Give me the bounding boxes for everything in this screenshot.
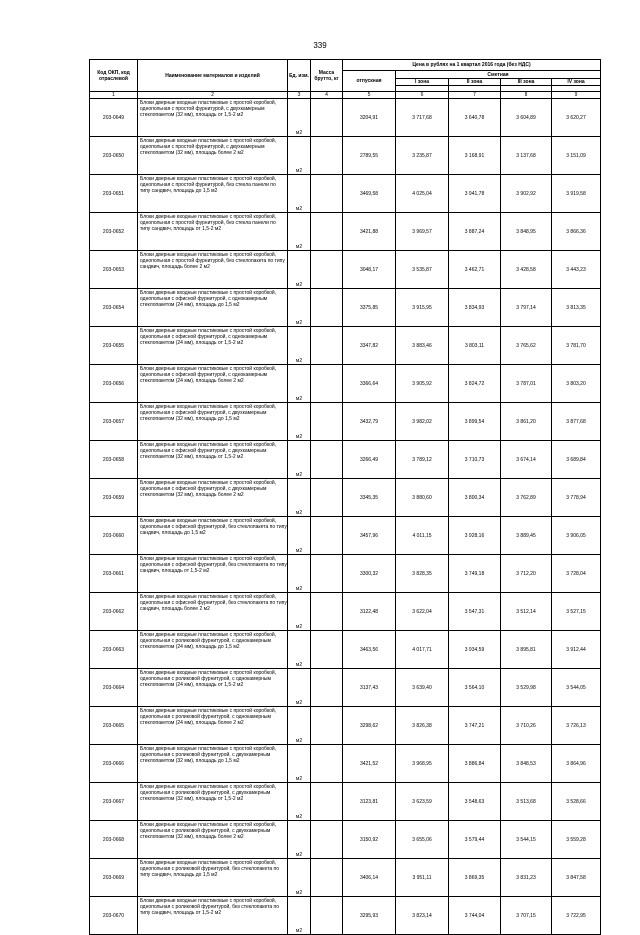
row-mass <box>311 365 343 403</box>
row-zone2-price: 3 934,59 <box>449 631 501 669</box>
row-mass <box>311 707 343 745</box>
header-release: отпускная <box>343 71 396 92</box>
table-body <box>90 99 601 935</box>
row-zone3-price: 3 512,14 <box>501 593 552 631</box>
row-zone4-price: 3 726,13 <box>552 707 601 745</box>
row-name: Блоки дверные входные пластиковые с простой коробкой, однопольная с роликовой фурнитурой, с однокамерным стеклопакетом (24 мм), площадь от 1,5-2 м2 <box>138 669 288 707</box>
row-zone2-price: 3 744,04 <box>449 897 501 935</box>
row-code: 203-0665 <box>90 707 138 745</box>
row-mass <box>311 175 343 213</box>
row-release-price: 3366,64 <box>343 365 396 403</box>
header-zone-4: IV зона <box>552 79 601 86</box>
row-release-price: 3204,91 <box>343 99 396 137</box>
table-row <box>90 441 601 479</box>
row-code: 203-0659 <box>90 479 138 517</box>
col-number: 1 <box>90 92 138 99</box>
row-zone1-price: 3 915,95 <box>396 289 449 327</box>
table-row <box>90 175 601 213</box>
row-zone3-price: 3 137,68 <box>501 137 552 175</box>
col-number: 9 <box>552 92 601 99</box>
col-number: 6 <box>396 92 449 99</box>
row-mass <box>311 821 343 859</box>
row-release-price: 3298,62 <box>343 707 396 745</box>
row-name: Блоки дверные входные пластиковые с простой коробкой, однопольная с офисной фурнитурой, с однокамерным стеклопакетом (24 мм), площадь до 1,5 м2 <box>138 289 288 327</box>
row-code: 203-0656 <box>90 365 138 403</box>
row-zone4-price: 3 151,09 <box>552 137 601 175</box>
row-code: 203-0660 <box>90 517 138 555</box>
row-zone1-price: 3 969,57 <box>396 213 449 251</box>
row-release-price: 3123,81 <box>343 783 396 821</box>
row-mass <box>311 593 343 631</box>
row-unit: м2 <box>288 441 311 479</box>
row-zone2-price: 3 564,10 <box>449 669 501 707</box>
row-zone2-price: 3 548,63 <box>449 783 501 821</box>
row-name: Блоки дверные входные пластиковые с простой коробкой, однопольная с офисной фурнитурой, с однокамерным стеклопакетом (24 мм), площадь от 1,5-2 м2 <box>138 327 288 365</box>
row-unit: м2 <box>288 213 311 251</box>
row-mass <box>311 555 343 593</box>
row-name: Блоки дверные входные пластиковые с простой коробкой, однопольная с простой фурнитурой, с двухкамерным стеклопакетом (32 мм), площадь от 1,5-2 м2 <box>138 99 288 137</box>
row-zone4-price: 3 877,68 <box>552 403 601 441</box>
row-zone3-price: 3 861,20 <box>501 403 552 441</box>
row-unit: м2 <box>288 593 311 631</box>
row-release-price: 3432,79 <box>343 403 396 441</box>
row-release-price: 3150,92 <box>343 821 396 859</box>
row-code: 203-0662 <box>90 593 138 631</box>
table-row <box>90 99 601 137</box>
row-mass <box>311 669 343 707</box>
row-mass <box>311 631 343 669</box>
table-row <box>90 289 601 327</box>
row-zone3-price: 3 889,45 <box>501 517 552 555</box>
row-mass <box>311 783 343 821</box>
table-row <box>90 745 601 783</box>
row-zone2-price: 3 640,78 <box>449 99 501 137</box>
row-zone1-price: 3 951,11 <box>396 859 449 897</box>
row-zone4-price: 3 866,36 <box>552 213 601 251</box>
row-zone4-price: 3 728,04 <box>552 555 601 593</box>
row-code: 203-0658 <box>90 441 138 479</box>
row-mass <box>311 479 343 517</box>
row-unit: м2 <box>288 669 311 707</box>
row-unit: м2 <box>288 365 311 403</box>
row-zone3-price: 3 902,92 <box>501 175 552 213</box>
row-code: 203-0649 <box>90 99 138 137</box>
row-zone1-price: 3 622,04 <box>396 593 449 631</box>
row-release-price: 3375,85 <box>343 289 396 327</box>
row-zone3-price: 3 544,15 <box>501 821 552 859</box>
row-release-price: 3300,32 <box>343 555 396 593</box>
row-name: Блоки дверные входные пластиковые с простой коробкой, однопольная с роликовой фурнитурой, без стеклопакета по типу сандвич, площадь от 1,5-2 м2 <box>138 897 288 935</box>
row-zone3-price: 3 710,26 <box>501 707 552 745</box>
row-zone1-price: 3 623,59 <box>396 783 449 821</box>
table-row <box>90 783 601 821</box>
row-unit: м2 <box>288 707 311 745</box>
row-name: Блоки дверные входные пластиковые с простой коробкой, однопольная с офисной фурнитурой, с двухкамерным стеклопакетом (32 мм), площадь до 1,5 м2 <box>138 403 288 441</box>
row-zone3-price: 3 797,14 <box>501 289 552 327</box>
row-release-price: 3347,82 <box>343 327 396 365</box>
row-mass <box>311 327 343 365</box>
row-zone3-price: 3 831,23 <box>501 859 552 897</box>
row-zone2-price: 3 462,71 <box>449 251 501 289</box>
row-zone2-price: 3 800,34 <box>449 479 501 517</box>
row-code: 203-0652 <box>90 213 138 251</box>
col-number: 8 <box>501 92 552 99</box>
row-zone1-price: 3 823,14 <box>396 897 449 935</box>
row-unit: м2 <box>288 821 311 859</box>
row-mass <box>311 745 343 783</box>
row-code: 203-0670 <box>90 897 138 935</box>
row-zone4-price: 3 689,84 <box>552 441 601 479</box>
row-name: Блоки дверные входные пластиковые с простой коробкой, однопольная с роликовой фурнитурой, с двухкамерным стеклопакетом (32 мм), площадь до 1,5 м2 <box>138 745 288 783</box>
table-row <box>90 669 601 707</box>
header-code: Код ОКП, код отраслевой <box>90 60 138 92</box>
col-number: 3 <box>288 92 311 99</box>
row-zone2-price: 3 803,11 <box>449 327 501 365</box>
table-row <box>90 251 601 289</box>
row-name: Блоки дверные входные пластиковые с простой коробкой, однопольная с простой фурнитурой, без стекла панели по типу сандвич, площадь от 1,5-2 м2 <box>138 213 288 251</box>
row-zone3-price: 3 765,62 <box>501 327 552 365</box>
col-number: 2 <box>138 92 288 99</box>
row-zone3-price: 3 707,15 <box>501 897 552 935</box>
row-name: Блоки дверные входные пластиковые с простой коробкой, однопольная с простой фурнитурой, без стекла панели по типу сандвич, площадь до 1,5 м2 <box>138 175 288 213</box>
row-code: 203-0663 <box>90 631 138 669</box>
row-mass <box>311 289 343 327</box>
row-release-price: 3295,93 <box>343 897 396 935</box>
row-zone3-price: 3 604,89 <box>501 99 552 137</box>
table-row <box>90 327 601 365</box>
row-name: Блоки дверные входные пластиковые с простой коробкой, однопольная с роликовой фурнитурой, без стеклопакета по типу сандвич, площадь до 1,5 м2 <box>138 859 288 897</box>
row-zone1-price: 3 535,87 <box>396 251 449 289</box>
row-unit: м2 <box>288 859 311 897</box>
row-zone3-price: 3 674,14 <box>501 441 552 479</box>
row-zone2-price: 3 887,24 <box>449 213 501 251</box>
row-zone1-price: 4 011,15 <box>396 517 449 555</box>
header-name: Наименование материалов и изделий <box>138 60 288 92</box>
row-zone4-price: 3 527,15 <box>552 593 601 631</box>
row-name: Блоки дверные входные пластиковые с простой коробкой, однопольная с простой фурнитурой, с двухкамерным стеклопакетом (32 мм), площадь более 2 м2 <box>138 137 288 175</box>
row-unit: м2 <box>288 327 311 365</box>
row-release-price: 3406,14 <box>343 859 396 897</box>
row-unit: м2 <box>288 517 311 555</box>
header-unit: Ед. изм. <box>288 60 311 92</box>
row-unit: м2 <box>288 251 311 289</box>
col-number: 7 <box>449 92 501 99</box>
row-unit: м2 <box>288 403 311 441</box>
row-name: Блоки дверные входные пластиковые с простой коробкой, однопольная с роликовой фурнитурой, с двухкамерным стеклопакетом (32 мм), площадь от 1,5-2 м2 <box>138 783 288 821</box>
row-code: 203-0655 <box>90 327 138 365</box>
table-row <box>90 707 601 745</box>
row-zone3-price: 3 848,95 <box>501 213 552 251</box>
row-mass <box>311 859 343 897</box>
row-code: 203-0666 <box>90 745 138 783</box>
table-row <box>90 555 601 593</box>
row-code: 203-0667 <box>90 783 138 821</box>
row-zone1-price: 3 235,87 <box>396 137 449 175</box>
header-mass: Масса брутто, кг <box>311 60 343 92</box>
row-zone1-price: 4 017,71 <box>396 631 449 669</box>
table-row <box>90 137 601 175</box>
row-zone1-price: 3 717,68 <box>396 99 449 137</box>
row-zone4-price: 3 912,44 <box>552 631 601 669</box>
row-zone1-price: 3 789,12 <box>396 441 449 479</box>
row-zone2-price: 3 710,73 <box>449 441 501 479</box>
row-release-price: 3457,96 <box>343 517 396 555</box>
row-name: Блоки дверные входные пластиковые с простой коробкой, однопольная с офисной фурнитурой, с двухкамерным стеклопакетом (32 мм), площадь более 2 м2 <box>138 479 288 517</box>
row-zone4-price: 3 906,05 <box>552 517 601 555</box>
row-zone3-price: 3 712,20 <box>501 555 552 593</box>
header-zone-1: I зона <box>396 79 449 86</box>
row-code: 203-0668 <box>90 821 138 859</box>
row-release-price: 3345,35 <box>343 479 396 517</box>
row-name: Блоки дверные входные пластиковые с простой коробкой, однопольная с офисной фурнитурой, без стеклопакета по типу сандвич, площадь от 1,5-2 м2 <box>138 555 288 593</box>
row-code: 203-0661 <box>90 555 138 593</box>
row-code: 203-0669 <box>90 859 138 897</box>
row-release-price: 3048,17 <box>343 251 396 289</box>
row-zone3-price: 3 513,68 <box>501 783 552 821</box>
table-row <box>90 479 601 517</box>
col-number: 4 <box>311 92 343 99</box>
row-name: Блоки дверные входные пластиковые с простой коробкой, однопольная с роликовой фурнитурой, с двухкамерным стеклопакетом (32 мм), площадь более 2 м2 <box>138 821 288 859</box>
row-zone2-price: 3 579,44 <box>449 821 501 859</box>
row-unit: м2 <box>288 897 311 935</box>
row-code: 203-0650 <box>90 137 138 175</box>
row-release-price: 3266,49 <box>343 441 396 479</box>
row-name: Блоки дверные входные пластиковые с простой коробкой, однопольная с офисной фурнитурой, с однокамерным стеклопакетом (24 мм), площадь более 2 м2 <box>138 365 288 403</box>
row-release-price: 3421,88 <box>343 213 396 251</box>
row-code: 203-0651 <box>90 175 138 213</box>
col-number: 5 <box>343 92 396 99</box>
table-row <box>90 365 601 403</box>
row-code: 203-0657 <box>90 403 138 441</box>
column-number-row <box>90 92 601 99</box>
row-name: Блоки дверные входные пластиковые с простой коробкой, однопольная с роликовой фурнитурой, с однокамерным стеклопакетом (24 мм), площадь до 1,5 м2 <box>138 631 288 669</box>
row-zone4-price: 3 919,58 <box>552 175 601 213</box>
row-zone2-price: 3 869,35 <box>449 859 501 897</box>
row-zone4-price: 3 559,28 <box>552 821 601 859</box>
row-zone2-price: 3 747,21 <box>449 707 501 745</box>
row-zone4-price: 3 544,05 <box>552 669 601 707</box>
row-mass <box>311 441 343 479</box>
row-zone1-price: 3 826,38 <box>396 707 449 745</box>
row-unit: м2 <box>288 99 311 137</box>
row-unit: м2 <box>288 289 311 327</box>
row-zone4-price: 3 864,96 <box>552 745 601 783</box>
row-zone4-price: 3 722,95 <box>552 897 601 935</box>
row-code: 203-0664 <box>90 669 138 707</box>
table-row <box>90 213 601 251</box>
row-zone4-price: 3 443,23 <box>552 251 601 289</box>
price-table <box>89 59 601 935</box>
row-zone2-price: 3 941,78 <box>449 175 501 213</box>
row-zone3-price: 3 787,01 <box>501 365 552 403</box>
page-number: 339 <box>313 41 327 50</box>
row-code: 203-0654 <box>90 289 138 327</box>
header-estimate: Сметная <box>396 71 601 79</box>
row-zone2-price: 3 547,31 <box>449 593 501 631</box>
row-name: Блоки дверные входные пластиковые с простой коробкой, однопольная с офисной фурнитурой, без стеклопакета по типу сандвич, площадь более 2 м2 <box>138 593 288 631</box>
row-zone3-price: 3 529,98 <box>501 669 552 707</box>
row-mass <box>311 213 343 251</box>
row-release-price: 3421,52 <box>343 745 396 783</box>
row-release-price: 3469,58 <box>343 175 396 213</box>
table-row <box>90 403 601 441</box>
row-release-price: 3122,48 <box>343 593 396 631</box>
row-zone1-price: 3 880,60 <box>396 479 449 517</box>
table-row <box>90 859 601 897</box>
row-zone2-price: 3 899,54 <box>449 403 501 441</box>
row-zone2-price: 3 749,18 <box>449 555 501 593</box>
row-code: 203-0653 <box>90 251 138 289</box>
row-zone2-price: 3 824,72 <box>449 365 501 403</box>
row-name: Блоки дверные входные пластиковые с простой коробкой, однопольная с офисной фурнитурой, с двухкамерным стеклопакетом (32 мм), площадь от 1,5-2 м2 <box>138 441 288 479</box>
table-header <box>90 60 601 99</box>
row-mass <box>311 403 343 441</box>
row-unit: м2 <box>288 555 311 593</box>
row-zone3-price: 3 848,53 <box>501 745 552 783</box>
table-row <box>90 517 601 555</box>
row-release-price: 3137,43 <box>343 669 396 707</box>
row-zone2-price: 3 834,93 <box>449 289 501 327</box>
row-mass <box>311 517 343 555</box>
table-row <box>90 897 601 935</box>
row-zone4-price: 3 813,35 <box>552 289 601 327</box>
header-zone-2: II зона <box>449 79 501 86</box>
row-zone3-price: 3 428,58 <box>501 251 552 289</box>
row-zone4-price: 3 847,58 <box>552 859 601 897</box>
header-zone-3: III зона <box>501 79 552 86</box>
row-zone2-price: 3 168,91 <box>449 137 501 175</box>
table-row <box>90 631 601 669</box>
table-row <box>90 593 601 631</box>
row-zone4-price: 3 781,70 <box>552 327 601 365</box>
row-mass <box>311 251 343 289</box>
row-name: Блоки дверные входные пластиковые с простой коробкой, однопольная с простой фурнитурой, без стеклопакета по типу сандвич, площадь более 2 м2 <box>138 251 288 289</box>
row-zone1-price: 3 828,35 <box>396 555 449 593</box>
row-zone1-price: 4 025,04 <box>396 175 449 213</box>
row-unit: м2 <box>288 137 311 175</box>
row-zone1-price: 3 655,06 <box>396 821 449 859</box>
row-zone4-price: 3 778,94 <box>552 479 601 517</box>
row-zone3-price: 3 762,89 <box>501 479 552 517</box>
row-name: Блоки дверные входные пластиковые с простой коробкой, однопольная с офисной фурнитурой, без стеклопакета по типу сандвич, площадь до 1,5 м2 <box>138 517 288 555</box>
row-zone4-price: 3 620,27 <box>552 99 601 137</box>
table-row <box>90 821 601 859</box>
row-mass <box>311 897 343 935</box>
row-zone2-price: 3 886,84 <box>449 745 501 783</box>
row-release-price: 3463,56 <box>343 631 396 669</box>
row-zone1-price: 3 639,40 <box>396 669 449 707</box>
row-zone4-price: 3 528,66 <box>552 783 601 821</box>
row-zone2-price: 3 928,16 <box>449 517 501 555</box>
row-zone1-price: 3 982,02 <box>396 403 449 441</box>
row-zone3-price: 3 895,81 <box>501 631 552 669</box>
row-mass <box>311 99 343 137</box>
row-unit: м2 <box>288 479 311 517</box>
row-unit: м2 <box>288 631 311 669</box>
row-release-price: 2789,55 <box>343 137 396 175</box>
row-unit: м2 <box>288 175 311 213</box>
row-zone1-price: 3 905,92 <box>396 365 449 403</box>
header-price-title: Цена в рублях на 1 квартал 2016 года (без НДС) <box>343 60 601 71</box>
row-mass <box>311 137 343 175</box>
row-unit: м2 <box>288 745 311 783</box>
row-name: Блоки дверные входные пластиковые с простой коробкой, однопольная с роликовой фурнитурой, с однокамерным стеклопакетом (24 мм), площадь более 2 м2 <box>138 707 288 745</box>
row-zone1-price: 3 883,46 <box>396 327 449 365</box>
row-unit: м2 <box>288 783 311 821</box>
row-zone1-price: 3 968,95 <box>396 745 449 783</box>
row-zone4-price: 3 803,20 <box>552 365 601 403</box>
